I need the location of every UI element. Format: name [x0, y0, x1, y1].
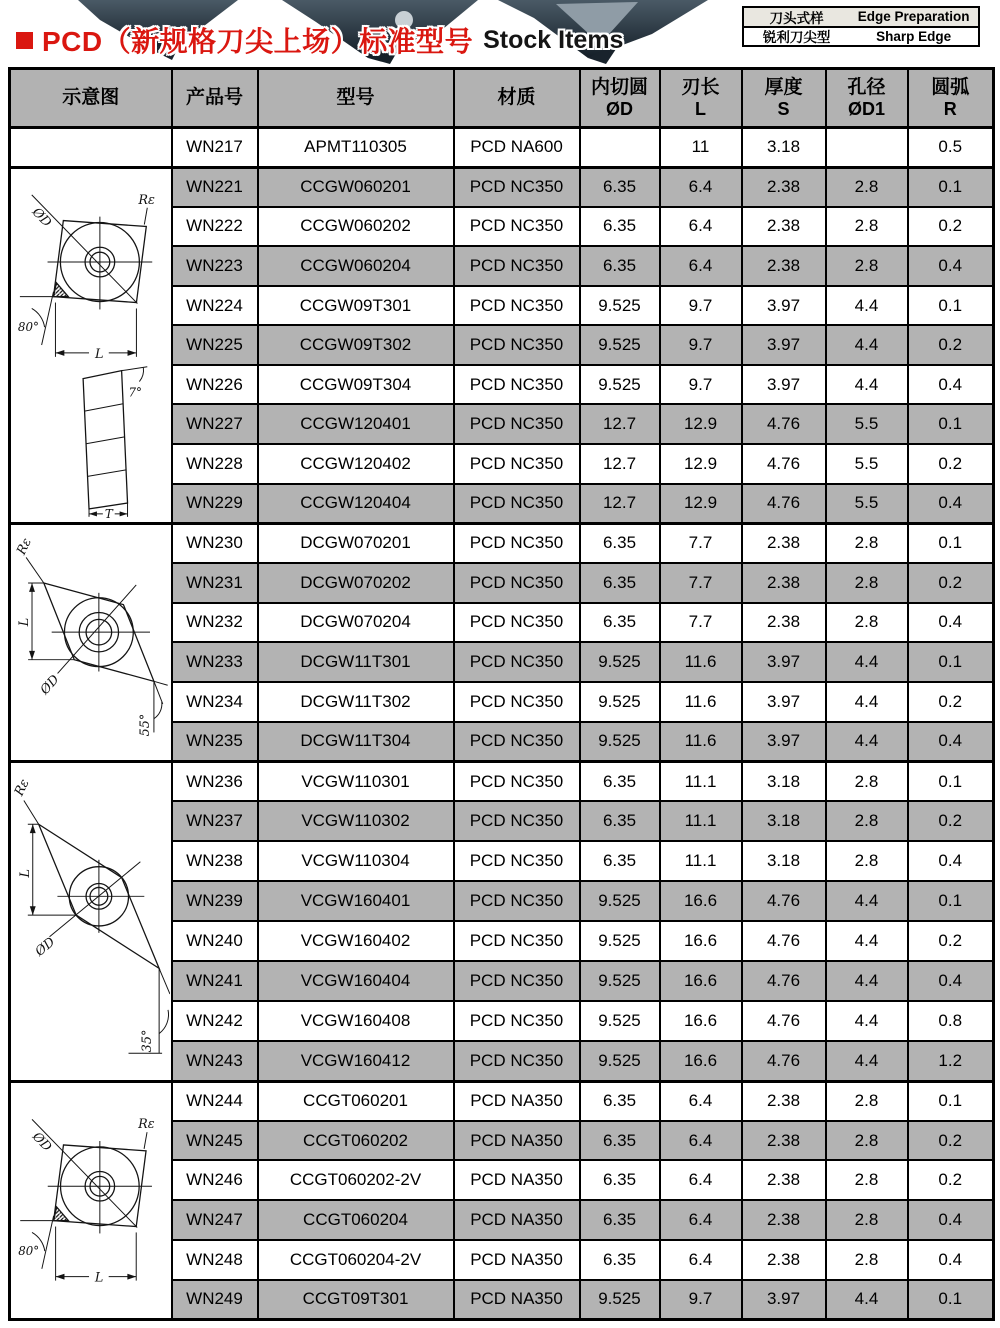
cell-model: VCGW160402: [258, 921, 454, 961]
cell-d: [580, 128, 660, 168]
cell-r: 0.1: [908, 762, 994, 802]
header-product-no: 产品号: [172, 69, 258, 128]
cell-d: 6.35: [580, 523, 660, 563]
edge-preparation-box: [742, 6, 980, 47]
svg-text:ØD: ØD: [28, 1129, 55, 1156]
header-model: 型号: [258, 69, 454, 128]
cell-d1: 2.8: [826, 1121, 908, 1161]
cell-d1: 5.5: [826, 484, 908, 524]
cell-l: 6.4: [660, 1081, 742, 1121]
cell-product: WN222: [172, 207, 258, 247]
cell-model: CCGT09T301: [258, 1280, 454, 1320]
header-hole-diameter: 孔径 ØD1: [826, 69, 908, 128]
cell-r: 0.8: [908, 1001, 994, 1041]
cell-model: CCGW120402: [258, 444, 454, 484]
cell-d: 6.35: [580, 207, 660, 247]
cell-d1: [826, 128, 908, 168]
cell-material: PCD NC350: [454, 722, 580, 762]
cell-model: CCGT060201: [258, 1081, 454, 1121]
insert-35deg-cell: [10, 762, 172, 1082]
cell-model: CCGT060202: [258, 1121, 454, 1161]
page-title-english: Stock Items: [483, 25, 624, 54]
cell-r: 0.2: [908, 563, 994, 603]
cell-d: 6.35: [580, 762, 660, 802]
table-row: [10, 128, 994, 168]
cell-product: WN224: [172, 286, 258, 326]
cell-product: WN242: [172, 1001, 258, 1041]
cell-model: DCGW070204: [258, 603, 454, 643]
cell-l: 16.6: [660, 881, 742, 921]
cell-d: 12.7: [580, 484, 660, 524]
header-thickness: 厚度 S: [742, 69, 826, 128]
cell-l: 16.6: [660, 921, 742, 961]
cell-model: DCGW11T304: [258, 722, 454, 762]
cell-d1: 4.4: [826, 1001, 908, 1041]
table-row: [10, 762, 994, 802]
cell-l: 11.1: [660, 762, 742, 802]
cell-d1: 2.8: [826, 762, 908, 802]
cell-product: WN235: [172, 722, 258, 762]
cell-l: 16.6: [660, 961, 742, 1001]
cell-material: PCD NA350: [454, 1280, 580, 1320]
cell-s: 2.38: [742, 1081, 826, 1121]
cell-d1: 4.4: [826, 642, 908, 682]
cell-s: 2.38: [742, 246, 826, 286]
cell-d: 9.525: [580, 1280, 660, 1320]
insert-80deg-with-side-view-diagram: [12, 171, 170, 519]
cell-material: PCD NA600: [454, 128, 580, 168]
cell-d1: 5.5: [826, 444, 908, 484]
svg-text:L: L: [17, 869, 33, 878]
cell-s: 3.97: [742, 1280, 826, 1320]
cell-material: PCD NC350: [454, 961, 580, 1001]
cell-s: 3.18: [742, 762, 826, 802]
cell-model: VCGW160404: [258, 961, 454, 1001]
cell-l: 6.4: [660, 167, 742, 207]
cell-l: 6.4: [660, 207, 742, 247]
cell-model: CCGW09T301: [258, 286, 454, 326]
cell-d: 6.35: [580, 603, 660, 643]
cell-material: PCD NC350: [454, 563, 580, 603]
insert-55deg-diagram: [12, 526, 170, 758]
cell-r: 1.2: [908, 1041, 994, 1081]
table-row: [10, 523, 994, 563]
cell-s: 4.76: [742, 404, 826, 444]
cell-model: CCGW120401: [258, 404, 454, 444]
cell-material: PCD NC350: [454, 1001, 580, 1041]
cell-d1: 2.8: [826, 246, 908, 286]
table-row: [10, 167, 994, 207]
cell-s: 4.76: [742, 881, 826, 921]
svg-text:T: T: [104, 506, 113, 520]
cell-d1: 4.4: [826, 365, 908, 405]
cell-model: CCGW060201: [258, 167, 454, 207]
cell-product: WN244: [172, 1081, 258, 1121]
svg-text:Rε: Rε: [13, 536, 35, 558]
cell-d1: 2.8: [826, 1081, 908, 1121]
cell-d: 6.35: [580, 841, 660, 881]
cell-d: 6.35: [580, 801, 660, 841]
cell-d: 9.525: [580, 682, 660, 722]
cell-d1: 4.4: [826, 286, 908, 326]
cell-material: PCD NC350: [454, 1041, 580, 1081]
cell-d: 6.35: [580, 563, 660, 603]
cell-r: 0.2: [908, 1160, 994, 1200]
cell-material: PCD NC350: [454, 246, 580, 286]
cell-l: 11.6: [660, 682, 742, 722]
cell-product: WN248: [172, 1240, 258, 1280]
cell-model: CCGT060204-2V: [258, 1240, 454, 1280]
cell-s: 3.97: [742, 325, 826, 365]
cell-r: 0.1: [908, 642, 994, 682]
insert-80deg-diagram: [12, 1084, 170, 1316]
cell-material: PCD NA350: [454, 1160, 580, 1200]
cell-material: PCD NC350: [454, 404, 580, 444]
cell-product: WN246: [172, 1160, 258, 1200]
cell-d: 12.7: [580, 444, 660, 484]
cell-l: 11.1: [660, 801, 742, 841]
cell-r: 0.1: [908, 1280, 994, 1320]
cell-d: 6.35: [580, 1160, 660, 1200]
cell-material: PCD NA350: [454, 1121, 580, 1161]
cell-product: WN240: [172, 921, 258, 961]
svg-text:L: L: [16, 618, 32, 627]
cell-r: 0.1: [908, 523, 994, 563]
cell-material: PCD NC350: [454, 444, 580, 484]
cell-d1: 2.8: [826, 167, 908, 207]
cell-d: 6.35: [580, 1240, 660, 1280]
cell-d1: 4.4: [826, 921, 908, 961]
page-title: [16, 20, 623, 60]
cell-r: 0.1: [908, 881, 994, 921]
cell-product: WN231: [172, 563, 258, 603]
stock-table-body: [10, 128, 994, 1320]
cell-r: 0.4: [908, 841, 994, 881]
cell-material: PCD NC350: [454, 762, 580, 802]
svg-text:Rε: Rε: [11, 777, 33, 799]
cell-s: 4.76: [742, 961, 826, 1001]
cell-product: WN243: [172, 1041, 258, 1081]
cell-l: 12.9: [660, 404, 742, 444]
cell-r: 0.4: [908, 246, 994, 286]
cell-material: PCD NA350: [454, 1240, 580, 1280]
edge-preparation-label-zh: 刀头式样: [769, 10, 824, 26]
cell-d: 6.35: [580, 1081, 660, 1121]
sharp-edge-label-zh: 锐利刀尖型: [762, 30, 831, 46]
cell-l: 11.6: [660, 722, 742, 762]
svg-text:55°: 55°: [137, 714, 153, 737]
cell-d: 6.35: [580, 167, 660, 207]
cell-d: 6.35: [580, 1121, 660, 1161]
cell-s: 4.76: [742, 484, 826, 524]
cell-d1: 2.8: [826, 841, 908, 881]
cell-product: WN238: [172, 841, 258, 881]
cell-d: 9.525: [580, 881, 660, 921]
cell-model: DCGW070201: [258, 523, 454, 563]
cell-l: 16.6: [660, 1041, 742, 1081]
header-row: [10, 69, 994, 128]
cell-r: 0.2: [908, 444, 994, 484]
cell-d1: 2.8: [826, 523, 908, 563]
header-material: 材质: [454, 69, 580, 128]
cell-s: 2.38: [742, 603, 826, 643]
insert-55deg-cell: [10, 523, 172, 761]
insert-80deg-with-side-view-cell: [10, 167, 172, 523]
cell-product: WN249: [172, 1280, 258, 1320]
cell-l: 11: [660, 128, 742, 168]
edge-preparation-label-en: Edge Preparation: [857, 9, 970, 25]
cell-r: 0.2: [908, 1121, 994, 1161]
cell-l: 6.4: [660, 246, 742, 286]
cell-l: 7.7: [660, 523, 742, 563]
sharp-edge-label-en: Sharp Edge: [876, 28, 952, 44]
cell-model: DCGW11T301: [258, 642, 454, 682]
cell-material: PCD NC350: [454, 523, 580, 563]
cell-model: DCGW070202: [258, 563, 454, 603]
svg-text:L: L: [94, 1270, 104, 1286]
cell-s: 2.38: [742, 1121, 826, 1161]
cell-s: 2.38: [742, 1240, 826, 1280]
svg-text:Rε: Rε: [137, 1117, 155, 1133]
cell-product: WN228: [172, 444, 258, 484]
cell-product: WN239: [172, 881, 258, 921]
cell-product: WN227: [172, 404, 258, 444]
svg-text:L: L: [94, 346, 104, 362]
header-diagram: 示意图: [10, 69, 172, 128]
cell-r: 0.4: [908, 961, 994, 1001]
cell-s: 3.97: [742, 365, 826, 405]
cell-product: WN229: [172, 484, 258, 524]
cell-d1: 2.8: [826, 1160, 908, 1200]
cell-d1: 2.8: [826, 1200, 908, 1240]
svg-text:80°: 80°: [17, 320, 39, 335]
cell-l: 11.1: [660, 841, 742, 881]
cell-d1: 4.4: [826, 722, 908, 762]
cell-r: 0.1: [908, 286, 994, 326]
cell-d: 9.525: [580, 921, 660, 961]
cell-d1: 2.8: [826, 207, 908, 247]
cell-r: 0.1: [908, 167, 994, 207]
cell-product: WN241: [172, 961, 258, 1001]
cell-product: WN221: [172, 167, 258, 207]
cell-s: 4.76: [742, 921, 826, 961]
cell-d1: 4.4: [826, 682, 908, 722]
cell-d1: 4.4: [826, 961, 908, 1001]
cell-l: 12.9: [660, 444, 742, 484]
insert-80deg-cell: [10, 1081, 172, 1320]
cell-r: 0.1: [908, 1081, 994, 1121]
cell-r: 0.5: [908, 128, 994, 168]
cell-l: 9.7: [660, 365, 742, 405]
cell-product: WN230: [172, 523, 258, 563]
cell-d1: 4.4: [826, 1041, 908, 1081]
cell-l: 11.6: [660, 642, 742, 682]
cell-s: 3.97: [742, 286, 826, 326]
cell-d: 9.525: [580, 1001, 660, 1041]
cell-model: CCGT060202-2V: [258, 1160, 454, 1200]
sharp-edge-row: [744, 28, 978, 46]
cell-product: WN226: [172, 365, 258, 405]
cell-d1: 5.5: [826, 404, 908, 444]
svg-text:Rε: Rε: [138, 192, 155, 208]
cell-l: 9.7: [660, 325, 742, 365]
cell-s: 2.38: [742, 563, 826, 603]
cell-s: 3.18: [742, 128, 826, 168]
cell-d: 9.525: [580, 642, 660, 682]
cell-l: 16.6: [660, 1001, 742, 1041]
svg-text:80°: 80°: [18, 1244, 39, 1259]
cell-material: PCD NC350: [454, 286, 580, 326]
cell-r: 0.1: [908, 404, 994, 444]
cell-model: VCGW160408: [258, 1001, 454, 1041]
cell-model: VCGW110304: [258, 841, 454, 881]
cell-material: PCD NC350: [454, 801, 580, 841]
cell-r: 0.4: [908, 722, 994, 762]
cell-d1: 2.8: [826, 801, 908, 841]
cell-product: WN247: [172, 1200, 258, 1240]
cell-product: WN232: [172, 603, 258, 643]
cell-model: CCGT060204: [258, 1200, 454, 1240]
cell-model: CCGW060204: [258, 246, 454, 286]
cell-model: VCGW110302: [258, 801, 454, 841]
cell-product: WN236: [172, 762, 258, 802]
cell-l: 9.7: [660, 1280, 742, 1320]
cell-s: 4.76: [742, 1041, 826, 1081]
cell-product: WN223: [172, 246, 258, 286]
cell-d1: 4.4: [826, 1280, 908, 1320]
cell-s: 3.97: [742, 642, 826, 682]
cell-s: 3.18: [742, 801, 826, 841]
cell-l: 6.4: [660, 1240, 742, 1280]
cell-material: PCD NC350: [454, 603, 580, 643]
cell-s: 2.38: [742, 1160, 826, 1200]
cell-r: 0.4: [908, 484, 994, 524]
header-corner-radius: 圆弧 R: [908, 69, 994, 128]
cell-s: 3.18: [742, 841, 826, 881]
cell-d: 9.525: [580, 325, 660, 365]
cell-material: PCD NC350: [454, 881, 580, 921]
cell-model: APMT110305: [258, 128, 454, 168]
cell-product: WN217: [172, 128, 258, 168]
cell-d1: 2.8: [826, 1240, 908, 1280]
cell-s: 3.97: [742, 722, 826, 762]
cell-l: 6.4: [660, 1160, 742, 1200]
cell-r: 0.4: [908, 603, 994, 643]
cell-material: PCD NC350: [454, 325, 580, 365]
cell-l: 9.7: [660, 286, 742, 326]
cell-l: 6.4: [660, 1200, 742, 1240]
page-title-chinese: PCD（新规格刀尖上场）标准型号: [42, 26, 474, 57]
cell-l: 12.9: [660, 484, 742, 524]
cell-material: PCD NC350: [454, 682, 580, 722]
cell-d: 6.35: [580, 1200, 660, 1240]
cell-model: VCGW160401: [258, 881, 454, 921]
header-edge-length: 刃长 L: [660, 69, 742, 128]
cell-r: 0.4: [908, 1240, 994, 1280]
cell-r: 0.4: [908, 1200, 994, 1240]
cell-model: DCGW11T302: [258, 682, 454, 722]
cell-material: PCD NA350: [454, 1081, 580, 1121]
cell-material: PCD NC350: [454, 841, 580, 881]
svg-text:35°: 35°: [139, 1029, 155, 1053]
edge-preparation-row: [744, 8, 978, 28]
cell-material: PCD NC350: [454, 167, 580, 207]
svg-text:ØD: ØD: [32, 934, 58, 960]
cell-s: 4.76: [742, 444, 826, 484]
cell-s: 2.38: [742, 167, 826, 207]
cell-r: 0.2: [908, 921, 994, 961]
cell-product: WN233: [172, 642, 258, 682]
cell-material: PCD NC350: [454, 921, 580, 961]
cell-d1: 2.8: [826, 563, 908, 603]
cell-material: PCD NA350: [454, 1200, 580, 1240]
cell-s: 2.38: [742, 207, 826, 247]
cell-l: 7.7: [660, 563, 742, 603]
cell-r: 0.2: [908, 682, 994, 722]
svg-text:ØD: ØD: [37, 672, 63, 699]
cell-r: 0.2: [908, 207, 994, 247]
cell-model: CCGW060202: [258, 207, 454, 247]
cell-d: 9.525: [580, 722, 660, 762]
cell-model: VCGW110301: [258, 762, 454, 802]
cell-l: 7.7: [660, 603, 742, 643]
cell-r: 0.4: [908, 365, 994, 405]
cell-d: 9.525: [580, 365, 660, 405]
cell-s: 4.76: [742, 1001, 826, 1041]
cell-d: 9.525: [580, 961, 660, 1001]
cell-model: CCGW09T304: [258, 365, 454, 405]
cell-d: 9.525: [580, 286, 660, 326]
cell-product: WN234: [172, 682, 258, 722]
cell-material: PCD NC350: [454, 207, 580, 247]
diagram-blank-cell: [10, 128, 172, 168]
cell-model: CCGW120404: [258, 484, 454, 524]
table-row: [10, 1081, 994, 1121]
cell-d1: 4.4: [826, 881, 908, 921]
cell-material: PCD NC350: [454, 642, 580, 682]
cell-product: WN225: [172, 325, 258, 365]
header-inscribed-circle: 内切圆 ØD: [580, 69, 660, 128]
cell-s: 3.97: [742, 682, 826, 722]
cell-model: VCGW160412: [258, 1041, 454, 1081]
cell-product: WN245: [172, 1121, 258, 1161]
cell-d1: 4.4: [826, 325, 908, 365]
svg-text:7°: 7°: [128, 385, 142, 400]
cell-r: 0.2: [908, 801, 994, 841]
stock-table: [8, 67, 995, 1321]
svg-text:ØD: ØD: [28, 205, 54, 231]
cell-s: 2.38: [742, 1200, 826, 1240]
cell-r: 0.2: [908, 325, 994, 365]
red-square-bullet-icon: [16, 32, 33, 49]
cell-material: PCD NC350: [454, 365, 580, 405]
cell-d: 6.35: [580, 246, 660, 286]
cell-material: PCD NC350: [454, 484, 580, 524]
cell-d1: 2.8: [826, 603, 908, 643]
cell-d: 12.7: [580, 404, 660, 444]
insert-35deg-diagram: [12, 765, 170, 1077]
cell-s: 2.38: [742, 523, 826, 563]
cell-l: 6.4: [660, 1121, 742, 1161]
cell-d: 9.525: [580, 1041, 660, 1081]
cell-product: WN237: [172, 801, 258, 841]
cell-model: CCGW09T302: [258, 325, 454, 365]
